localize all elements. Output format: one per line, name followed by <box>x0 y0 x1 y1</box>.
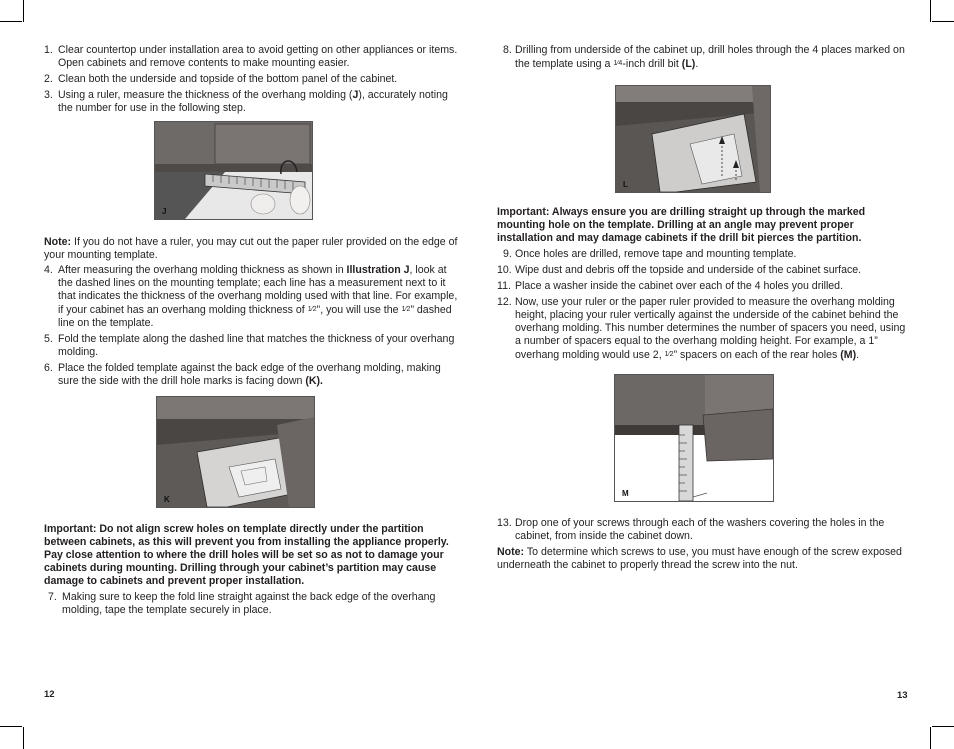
fraction: 1⁄2 <box>307 306 317 313</box>
step-number: 6. <box>44 362 53 374</box>
crop-mark <box>23 727 24 749</box>
step-text: Using a ruler, measure the thickness of the overhang molding ( <box>58 89 353 101</box>
step-text: Drilling from underside of the cabinet up, drill holes through the 4 places marked on the template using a <box>515 44 905 70</box>
illustration-k-image <box>157 397 314 507</box>
step-text: Drop one of your screws through each of the washers covering the holes in the cabinet, from inside the cabinet down. <box>515 517 885 542</box>
step-text: Wipe dust and debris off the topside and underside of the cabinet surface. <box>515 264 862 276</box>
step-text: . <box>856 349 860 361</box>
note-text: If you do not have a ruler, you may cut out the paper ruler provided on the edge of your mounting template. <box>44 236 458 261</box>
step-number: 13. <box>497 517 512 529</box>
page-number-right: 13 <box>897 690 908 701</box>
step-13 <box>497 517 912 543</box>
illustration-j-image <box>155 122 312 219</box>
important-drilling-warning: Important: Always ensure you are drilling straight up through the marked mounting hole on the template. Drilling at an angle may prevent proper installation and may damage cabinets if the drill bit pierces the partition. <box>497 206 866 244</box>
illustration-l-image <box>616 86 770 192</box>
figure-label: J <box>162 207 167 216</box>
step-text: . <box>695 58 699 70</box>
illustration-k <box>156 396 315 508</box>
step-number: 1. <box>44 44 53 56</box>
illustration-l <box>615 85 771 193</box>
step-7 <box>44 591 459 617</box>
step-10 <box>497 264 912 277</box>
step-text: ), accurately noting the number for use in the following step. <box>58 89 448 114</box>
step-number: 8. <box>503 44 512 56</box>
step-text: Clean both the underside and topside of the bottom panel of the cabinet. <box>58 73 398 85</box>
step-9 <box>497 248 912 261</box>
illustration-m-image <box>615 375 773 501</box>
step-number: 2. <box>44 73 53 85</box>
figure-ref: (M) <box>840 349 857 361</box>
note-label: Note: <box>44 236 72 248</box>
step-text: Fold the template along the dashed line that matches the thickness of your overhang molding. <box>58 333 455 358</box>
fraction: 1⁄2 <box>664 351 674 358</box>
step-text: ” spacers on each of the rear holes <box>673 349 841 361</box>
step-12 <box>497 296 912 362</box>
step-text: After measuring the overhang molding thickness as shown in <box>58 264 347 276</box>
step-number: 3. <box>44 89 53 101</box>
left-page <box>44 44 459 620</box>
figure-ref: J <box>352 89 359 101</box>
step-text: Place a washer inside the cabinet over each of the 4 holes you drilled. <box>515 280 844 292</box>
figure-label: K <box>164 495 170 504</box>
crop-mark <box>930 0 931 22</box>
figure-ref: (K). <box>305 375 323 387</box>
note-screws <box>497 546 912 572</box>
figure-label: L <box>623 180 628 189</box>
step-text: Place the folded template against the back edge of the overhang molding, making sure the side with the drill hole marks is facing down <box>58 362 441 387</box>
step-text: Once holes are drilled, remove tape and mounting template. <box>515 248 797 260</box>
crop-mark <box>0 21 22 22</box>
illustration-m <box>614 374 774 502</box>
step-number: 7. <box>48 591 57 603</box>
note-label: Note: <box>497 546 525 558</box>
crop-mark <box>0 726 22 727</box>
step-8 <box>497 44 912 71</box>
step-1 <box>44 44 459 70</box>
fraction: 1⁄2 <box>401 306 411 313</box>
step-2 <box>44 73 459 86</box>
step-number: 11. <box>497 280 511 292</box>
note-text: To determine which screws to use, you must have enough of the screw exposed underneath the cabinet to properly thread the screw into the nut. <box>497 546 902 571</box>
crop-mark <box>23 0 24 22</box>
step-number: 12. <box>497 296 512 308</box>
crop-mark <box>932 21 954 22</box>
right-page <box>497 44 912 572</box>
illustration-j <box>154 121 313 220</box>
figure-label: M <box>622 489 629 498</box>
figure-ref: Illustration J <box>346 264 410 276</box>
step-number: 5. <box>44 333 53 345</box>
figure-ref: (L) <box>681 58 696 70</box>
step-text: -inch drill bit <box>622 58 682 70</box>
step-text: , look at the dashed lines on the mounting template; each line has a measurement next to it that indicates the thickness of the overhang molding used with that line. For example, if your cabinet has an overhang molding thickness of <box>58 264 458 316</box>
note-ruler <box>44 236 459 262</box>
step-text: Now, use your ruler or the paper ruler provided to measure the overhang molding height, placing your ruler vertically against the underside of the cabinet behind the overhang molding. This number determines the number of spacers you need, using a number of spacers equal to the overhang molding height. For example, a 1” overhang molding would use 2, <box>515 296 906 361</box>
step-6 <box>44 362 459 388</box>
step-number: 9. <box>503 248 512 260</box>
step-11 <box>497 280 912 293</box>
step-text: ”, you will use the <box>316 304 402 316</box>
page-number-left: 12 <box>44 689 55 700</box>
fraction: 1⁄4 <box>613 60 623 67</box>
step-5 <box>44 333 459 359</box>
step-number: 10. <box>497 264 512 276</box>
step-text: Clear countertop under installation area to avoid getting on other appliances or items. Open cabinets and remove contents to make mounting easier. <box>58 44 458 69</box>
crop-mark <box>932 726 954 727</box>
crop-mark <box>930 727 931 749</box>
step-text: ” dashed line on the template. <box>58 304 452 329</box>
step-number: 4. <box>44 264 53 276</box>
important-partition-warning: Important: Do not align screw holes on template directly under the partition between cabinets, as this will prevent you from installing the appliance properly. Pay close attention to where the drill holes will be set so as not to damage your cabinets during mounting. Drilling through your cabinet’s partition may cause damage to cabinets and prevent proper installation. <box>44 523 449 587</box>
step-4 <box>44 264 459 330</box>
step-3 <box>44 89 459 115</box>
step-text: Making sure to keep the fold line straight against the back edge of the overhang molding, tape the template securely in place. <box>62 591 436 616</box>
